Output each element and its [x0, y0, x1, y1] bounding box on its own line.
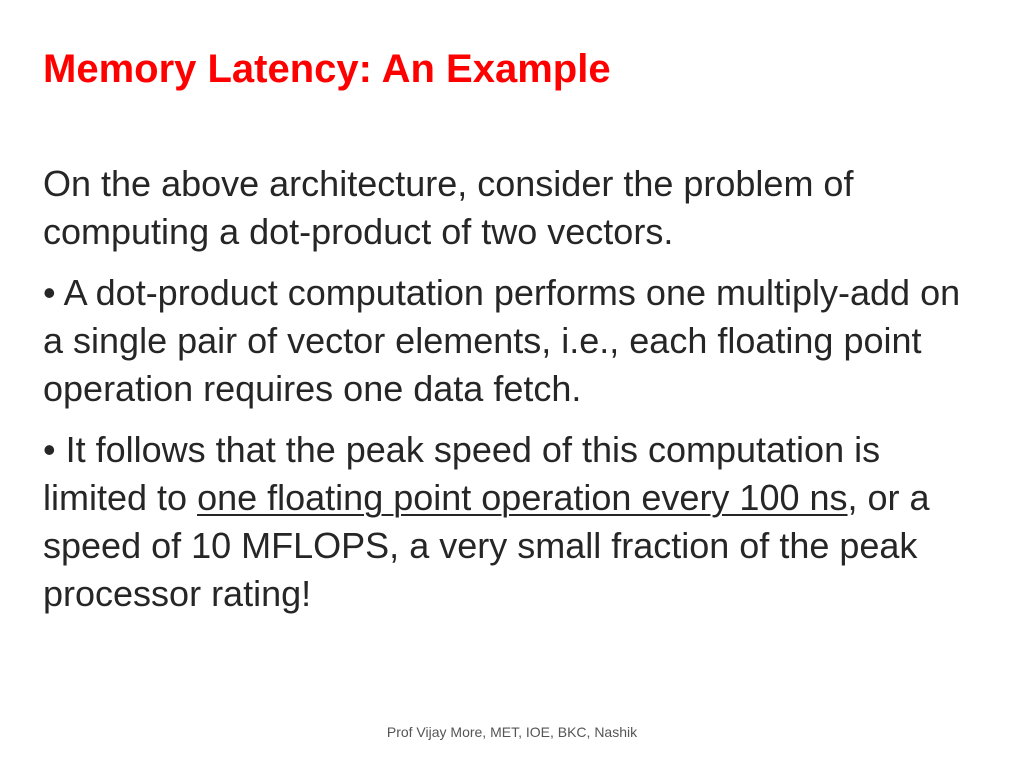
underlined-phrase: one floating point operation every 100 ns	[197, 477, 848, 518]
bullet-marker: •	[43, 272, 56, 313]
bullet-item-peak-speed	[43, 426, 983, 618]
slide-footer: Prof Vijay More, MET, IOE, BKC, Nashik	[386, 724, 638, 740]
slide-title: Memory Latency: An Example	[43, 47, 611, 91]
bullet-text-after: , or a speed of 10 MFLOPS, a very small fraction of the peak processor rating!	[43, 477, 930, 614]
bullet-text-before: It follows that the peak speed of this computation is limited to	[43, 429, 881, 518]
bullet-marker: •	[43, 429, 56, 470]
bullet-text: A dot-product computation performs one multiply-add on a single pair of vector elements, i.e., each floating point operation requires one data fetch.	[43, 272, 961, 409]
slide-body	[43, 160, 983, 631]
bullet-item-dot-product	[43, 269, 983, 413]
intro-paragraph: On the above architecture, consider the problem of computing a dot-product of two vectors.	[43, 163, 854, 252]
